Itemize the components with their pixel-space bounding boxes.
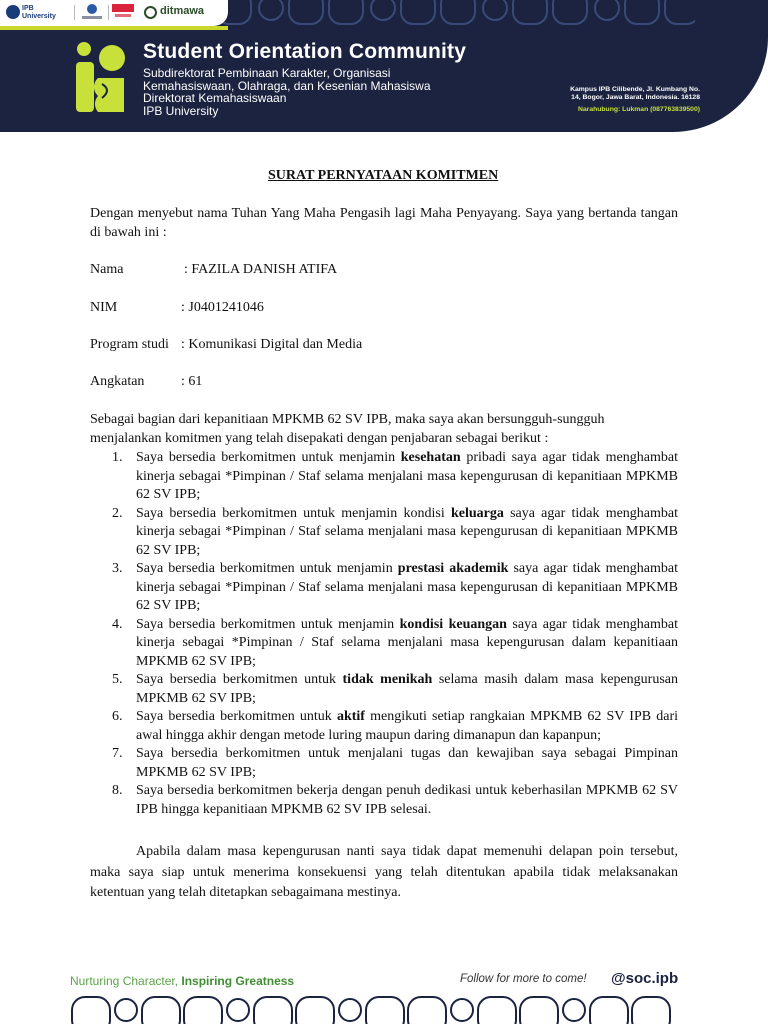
subtitle-line: Subdirektorat Pembinaan Karakter, Organisasi [143, 66, 391, 80]
soc-logo-icon [72, 40, 128, 116]
list-number: 5. [112, 672, 123, 687]
field-value: : Komunikasi Digital dan Media [181, 337, 363, 352]
item-emphasis: kesehatan [400, 450, 461, 465]
list-item [90, 449, 678, 505]
item-text: mengikuti setiap rangkaian MPKMB 62 SV IPB dari awal hingga akhir dengan metode luring maupun daring dimanapun dan kapanpun; [136, 709, 678, 743]
item-text: Saya bersedia berkomitmen untuk menjamin kondisi [136, 505, 451, 521]
partner-logo-icon [80, 4, 104, 21]
footer-tagline [70, 974, 294, 988]
list-number: 3. [112, 561, 123, 576]
item-emphasis: kondisi keuangan [399, 616, 507, 632]
ipb-emblem-icon [6, 5, 20, 19]
closing-text: Apabila dalam masa kepengurusan nanti saya tidak dapat memenuhi delapan poin tersebut, maka saya siap untuk menerima konsekuensi yang telah ditentukan apabila tidak melaksanakan ketentuan yang telah ditetapkan sebagaimana mestinya. [90, 844, 678, 900]
field-label: Nama [90, 262, 124, 277]
field-value: : FAZILA DANISH ATIFA [184, 262, 338, 277]
item-text: Saya bersedia berkomitmen untuk [136, 672, 343, 687]
follow-text: Follow for more to come! [460, 973, 587, 985]
accent-line [0, 26, 228, 30]
document-title: SURAT PERNYATAAN KOMITMEN [268, 168, 499, 183]
item-text: Saya bersedia berkomitmen untuk [136, 709, 337, 724]
partner-logo-strip [0, 0, 228, 26]
logo-divider [108, 5, 109, 20]
field-value: : J0401241046 [181, 300, 264, 315]
item-text: selama masih dalam masa kepengurusan MPKMB 62 SV IPB; [136, 672, 678, 706]
organization-title: Student Orientation Community [143, 40, 467, 63]
field-label: NIM [90, 300, 118, 315]
address-line: 14, Bogor, Jawa Barat, Indonesia. 16128 [571, 94, 700, 101]
commitment-list [90, 449, 678, 819]
tagline-part: Nurturing Character, [70, 974, 182, 988]
item-text: pribadi saya agar tidak menghambat kinerja sebagai *Pimpinan / Staf selama menjalani masa kepengurusan di kepanitiaan MPKMB 62 SV IPB; [136, 450, 678, 502]
header-banner [0, 0, 768, 132]
social-handle: @soc.ipb [611, 970, 679, 987]
item-text: Saya bersedia berkomitmen untuk menjamin [136, 450, 401, 465]
ditmawa-logo-text: ditmawa [160, 5, 205, 17]
item-text: Saya bersedia berkomitmen untuk menjamin [136, 616, 400, 632]
tagline-emphasis: Inspiring Greatness [181, 974, 295, 988]
list-number: 1. [112, 450, 123, 465]
subtitle-line: Direktorat Kemahasiswaan [143, 91, 287, 105]
partner-logo-icon [112, 4, 134, 21]
ipb-university-logo [6, 5, 68, 20]
list-number: 6. [112, 709, 123, 724]
list-item [90, 782, 678, 819]
field-label: Angkatan [90, 374, 145, 389]
list-item [90, 616, 678, 672]
list-number: 4. [112, 616, 123, 632]
commitment-intro-paragraph: Sebagai bagian dari kepanitiaan MPKMB 62 SV IPB, maka saya akan bersungguh-sungguh menjalankan komitmen yang telah disepakati dengan penjabaran sebagai berikut : [90, 412, 605, 446]
ipb-logo-text: IPB University [22, 5, 56, 20]
address-line: Kampus IPB Cilibende, Jl. Kumbang No. [570, 86, 700, 93]
item-text: saya agar tidak menghambat kinerja sebagai *Pimpinan / Staf selama menjalani masa kepengurusan di kepanitiaan MPKMB 62 SV IPB; [136, 505, 679, 558]
item-emphasis: tidak menikah [342, 672, 433, 687]
soc-pattern-decoration [215, 0, 695, 26]
list-item [90, 708, 678, 745]
subtitle-line: IPB University [143, 103, 219, 118]
intro-paragraph: Dengan menyebut nama Tuhan Yang Maha Pengasih lagi Maha Penyayang. Saya yang bertanda tangan di bawah ini : [90, 206, 678, 240]
item-text: saya agar tidak menghambat kinerja sebagai *Pimpinan / Staf selama menjalani masa kepengurusan dalam kepanitiaan MPKMB 62 SV IPB; [136, 616, 678, 669]
list-item [90, 560, 678, 616]
list-number: 2. [112, 505, 123, 521]
contact-person: Narahubung: Lukman (087763839500) [577, 106, 700, 113]
item-emphasis: aktif [336, 709, 365, 724]
item-text: Saya bersedia berkomitmen untuk menjamin [136, 561, 398, 576]
list-item [90, 505, 678, 561]
item-emphasis: prestasi akademik [397, 561, 509, 576]
closing-paragraph [90, 842, 678, 904]
organization-subtitle [143, 67, 431, 117]
item-text: saya agar tidak menghambat kinerja sebagai *Pimpinan / Staf selama menjalani masa kepengurusan di kepanitiaan MPKMB 62 SV IPB; [136, 561, 678, 613]
field-value: : 61 [181, 374, 203, 389]
subtitle-line: Kemahasiswaan, Olahraga, dan Kesenian Mahasiswa [143, 78, 431, 93]
list-item [90, 671, 678, 708]
ditmawa-logo [144, 4, 214, 21]
list-number: 8. [112, 783, 123, 798]
ditmawa-emblem-icon [144, 6, 157, 19]
list-item [90, 745, 678, 782]
campus-address [544, 86, 700, 102]
field-label: Program studi [90, 337, 169, 352]
logo-divider [74, 5, 75, 20]
item-text: Saya bersedia berkomitmen bekerja dengan penuh dedikasi untuk keberhasilan MPKMB 62 SV IPB hingga kepanitiaan MPKMB 62 SV IPB selesai. [136, 783, 678, 817]
item-emphasis: keluarga [450, 505, 504, 521]
list-number: 7. [112, 746, 123, 761]
soc-pattern-decoration [70, 993, 692, 1024]
item-text: Saya bersedia berkomitmen untuk menjalani tugas dan kewajiban saya sebagai Pimpinan MPKMB 62 SV IPB; [136, 746, 678, 780]
